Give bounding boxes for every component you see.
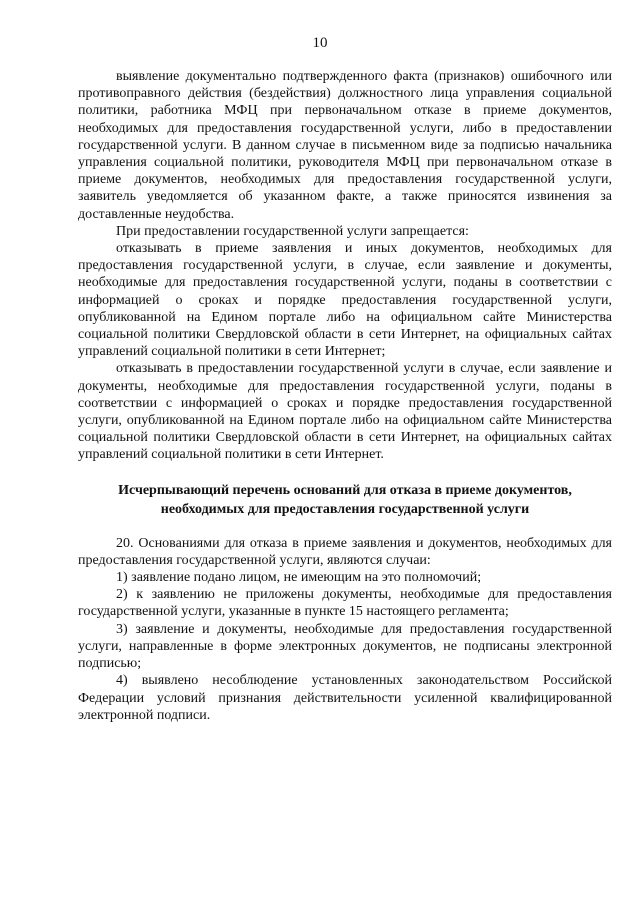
paragraph-error-fact: выявление документально подтвержденного факта (признаков) ошибочного или противоправного действия (бездействия) должностного лица управления социальной политики, работника МФЦ при первоначальном отказе в приеме документов, необходимых для предоставления государственной услуги, либо в предоставлении государственной услуги. В данном случае в письменном виде за подписью начальника управления социальной политики, руководителя МФЦ при первоначальном отказе в приеме документов, необходимых для предоставления государственной услуги, заявитель уведомляется об указанном факте, а также приносятся извинения за доставленные неудобства. <box>78 69 612 222</box>
document-body <box>78 68 612 724</box>
list-item-3: 3) заявление и документы, необходимые для предоставления государственной услуги, направленные в форме электронных документов, не подписаны электронной подписью; <box>78 621 612 672</box>
list-item-4: 4) выявлено несоблюдение установленных законодательством Российской Федерации условий признания действительности усиленной квалифицированной электронной подписи. <box>78 673 612 723</box>
list-item-2: 2) к заявлению не приложены документы, необходимые для предоставления государственной услуги, указанные в пункте 15 настоящего регламента; <box>78 587 612 620</box>
spacer <box>78 464 612 481</box>
spacer <box>78 519 612 535</box>
paragraph-prohibitions-intro: При предоставлении государственной услуги запрещается: <box>116 223 469 239</box>
paragraph-prohibition-reception: отказывать в приеме заявления и иных документов, необходимых для предоставления государственной услуги, в случае, если заявление и документы, необходимые для предоставления государственной услуги, поданы в соответствии с информацией о сроках и порядке предоставления государственной услуги, опубликованной на Едином портале либо на официальном сайте Министерства социальной политики Свердловской области в сети Интернет, на официальных сайтах управлений социальной политики в сети Интернет; <box>78 241 612 360</box>
list-item-1: 1) заявление подано лицом, не имеющим на это полномочий; <box>116 570 482 586</box>
section-heading-line-1: Исчерпывающий перечень оснований для отказа в приеме документов, <box>118 482 572 498</box>
section-heading-line-2: необходимых для предоставления государственной услуги <box>160 501 530 517</box>
page-number: 10 <box>312 35 328 51</box>
paragraph-item-20: 20. Основаниями для отказа в приеме заявления и документов, необходимых для предоставления государственной услуги, являются случаи: <box>78 535 612 568</box>
paragraph-prohibition-provision: отказывать в предоставлении государственной услуги в случае, если заявление и документы, необходимые для предоставления государственной услуги, поданы в соответствии с информацией о сроках и порядке предоставления государственной услуги, опубликованной на Едином портале либо на официальном сайте Министерства социальной политики Свердловской области в сети Интернет, на официальных сайтах управлений социальной политики в сети Интернет. <box>78 361 612 463</box>
